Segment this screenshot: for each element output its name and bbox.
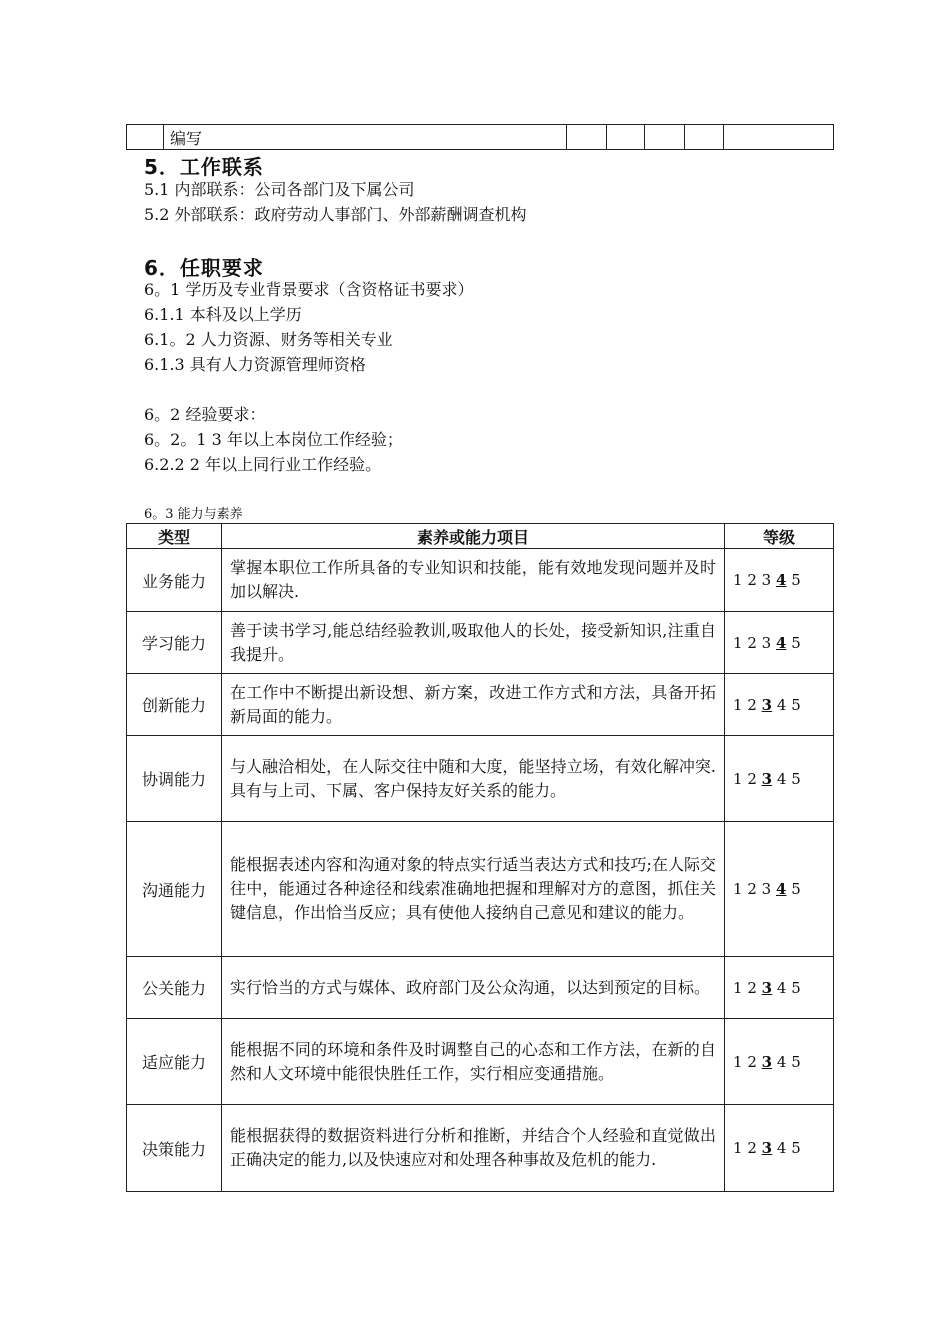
grade-number: 5: [791, 880, 801, 898]
grade-number: 5: [791, 571, 801, 589]
grade-number: 1: [733, 978, 743, 997]
experience-heading: 6。2 经验要求：: [144, 405, 266, 424]
table-row: [127, 612, 834, 674]
ability-grade: [725, 957, 834, 1019]
ability-description: 能根据不同的环境和条件及时调整自己的心态和工作方法，在新的自然和人文环境中能很快胜任工作，实行相应变通措施。: [222, 1019, 725, 1105]
grade-number: 5: [791, 633, 801, 652]
grade-number: 4: [775, 880, 787, 898]
ability-grade: [725, 549, 834, 612]
grade-number: 1: [733, 633, 743, 652]
ability-description: 在工作中不断提出新设想、新方案，改进工作方式和方法，具备开拓新局面的能力。: [222, 674, 725, 736]
experience-item: 6.2.2 2 年以上同行业工作经验。: [144, 455, 382, 474]
ability-type: 业务能力: [127, 549, 222, 612]
external-contact-line: 5.2 外部联系：政府劳动人事部门、外部薪酬调查机构: [144, 205, 527, 224]
ability-caption: 6。3 能力与素养: [144, 507, 243, 522]
grade-number: 2: [747, 880, 757, 898]
education-item: 6.1。2 人力资源、财务等相关专业: [144, 330, 393, 349]
grade-number: 5: [791, 1052, 801, 1071]
table-row: [127, 1019, 834, 1105]
grade-number: 1: [733, 880, 743, 898]
table-cell: [567, 125, 607, 150]
grade-number: 5: [791, 769, 801, 788]
table-cell: [607, 125, 645, 150]
section6-heading: 6．任职要求: [144, 256, 264, 280]
ability-table-body: [127, 549, 834, 1192]
header-item: 素养或能力项目: [222, 524, 725, 549]
grade-number: 1: [733, 1052, 743, 1071]
education-item: 6.1.3 具有人力资源管理师资格: [144, 355, 366, 374]
grade-number: 3: [761, 978, 773, 997]
grade-number: 4: [776, 695, 787, 714]
table-row: [127, 736, 834, 822]
ability-grade: [725, 736, 834, 822]
header-level: 等级: [725, 524, 834, 549]
ability-description: 能根据表述内容和沟通对象的特点实行适当表达方式和技巧;在人际交往中，能通过各种途径和线索准确地把握和理解对方的意图，抓住关键信息，作出恰当反应；具有使他人接纳自己意见和建议的能力。: [222, 822, 725, 957]
grade-number: 3: [761, 571, 772, 589]
grade-number: 5: [791, 978, 801, 997]
ability-type: 协调能力: [127, 736, 222, 822]
grade-number: 4: [775, 571, 787, 589]
table-row: [127, 1105, 834, 1192]
ability-type: 适应能力: [127, 1019, 222, 1105]
grade-number: 2: [747, 695, 757, 714]
ability-description: 掌握本职位工作所具备的专业知识和技能，能有效地发现问题并及时加以解决.: [222, 549, 725, 612]
table-cell: [127, 125, 164, 150]
grade-number: 2: [747, 633, 757, 652]
header-type: 类型: [127, 524, 222, 549]
table-row: [127, 125, 834, 150]
section5-heading: 5．工作联系: [144, 155, 264, 179]
grade-number: 3: [761, 1139, 773, 1157]
table-header-row: [127, 524, 834, 549]
grade-number: 1: [733, 695, 743, 714]
experience-item: 6。2。1 3 年以上本岗位工作经验；: [144, 430, 403, 449]
grade-number: 3: [761, 695, 773, 714]
ability-type: 沟通能力: [127, 822, 222, 957]
table-row: [127, 822, 834, 957]
grade-number: 2: [747, 1052, 757, 1071]
table-cell: [645, 125, 685, 150]
grade-number: 2: [747, 978, 757, 997]
education-item: 6.1.1 本科及以上学历: [144, 305, 302, 324]
ability-type: 学习能力: [127, 612, 222, 674]
ability-description: 善于读书学习,能总结经验教训,吸取他人的长处，接受新知识,注重自我提升。: [222, 612, 725, 674]
ability-grade: [725, 612, 834, 674]
grade-number: 3: [761, 769, 773, 788]
grade-number: 2: [747, 769, 757, 788]
top-row-label: 编写: [164, 125, 567, 150]
grade-number: 4: [776, 1139, 787, 1157]
ability-type: 公关能力: [127, 957, 222, 1019]
table-row: [127, 957, 834, 1019]
grade-number: 5: [791, 1139, 801, 1157]
ability-grade: [725, 674, 834, 736]
grade-number: 3: [761, 1052, 773, 1071]
grade-number: 4: [775, 633, 787, 652]
grade-number: 2: [747, 571, 757, 589]
education-heading: 6。1 学历及专业背景要求（含资格证书要求）: [144, 280, 474, 299]
grade-number: 1: [733, 1139, 743, 1157]
ability-description: 与人融洽相处，在人际交往中随和大度，能坚持立场，有效化解冲突.具有与上司、下属、客户保持友好关系的能力。: [222, 736, 725, 822]
ability-type: 创新能力: [127, 674, 222, 736]
ability-description: 实行恰当的方式与媒体、政府部门及公众沟通，以达到预定的目标。: [222, 957, 725, 1019]
ability-grade: [725, 822, 834, 957]
ability-type: 决策能力: [127, 1105, 222, 1192]
grade-number: 1: [733, 571, 743, 589]
table-row: [127, 549, 834, 612]
table-cell: [724, 125, 834, 150]
ability-grade: [725, 1105, 834, 1192]
grade-number: 4: [776, 1052, 787, 1071]
table-row: [127, 674, 834, 736]
grade-number: 2: [747, 1139, 757, 1157]
grade-number: 3: [761, 633, 772, 652]
grade-number: 3: [761, 880, 772, 898]
ability-description: 能根据获得的数据资料进行分析和推断，并结合个人经验和直觉做出正确决定的能力,以及快速应对和处理各种事故及危机的能力.: [222, 1105, 725, 1192]
previous-table-fragment: [126, 124, 834, 150]
ability-table: [126, 523, 834, 1192]
internal-contact-line: 5.1 内部联系：公司各部门及下属公司: [144, 180, 415, 199]
grade-number: 1: [733, 769, 743, 788]
grade-number: 5: [791, 695, 801, 714]
grade-number: 4: [776, 769, 787, 788]
grade-number: 4: [776, 978, 787, 997]
table-cell: [685, 125, 724, 150]
ability-grade: [725, 1019, 834, 1105]
